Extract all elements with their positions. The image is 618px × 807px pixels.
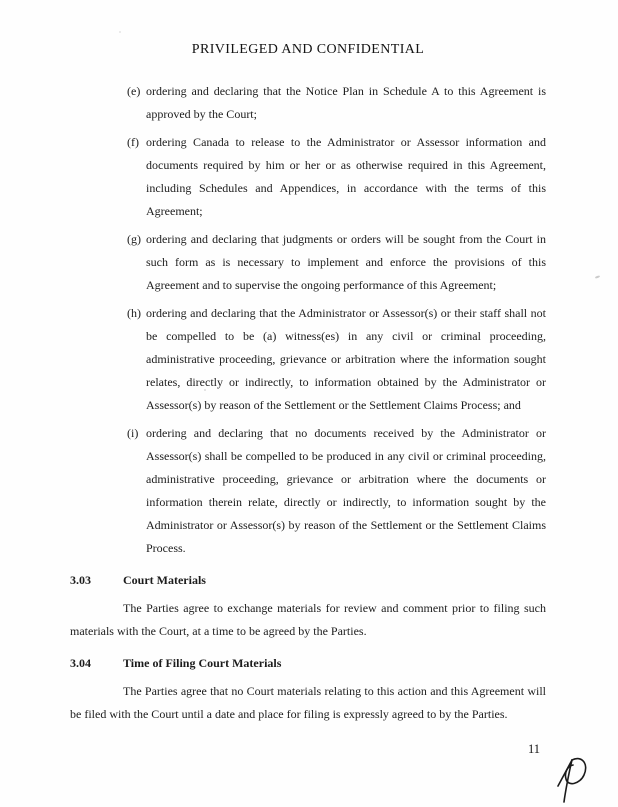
clause-marker: (h): [127, 306, 141, 320]
section-heading: [70, 652, 546, 675]
section-number: 3.04: [70, 656, 91, 670]
clause-marker: (i): [127, 426, 139, 440]
section-paragraph: The Parties agree that no Court materials relating to this action and this Agreement will be filed with the Court until a date and place for filing is expressly agreed to by the Parties.: [70, 684, 546, 721]
list-item: [127, 422, 546, 560]
clause-marker: (e): [127, 84, 141, 98]
list-item: [127, 131, 546, 223]
section-heading: [70, 569, 546, 592]
clause-list: [70, 80, 546, 560]
section-3-03: [70, 569, 546, 643]
scan-speck: [204, 389, 206, 391]
clause-marker: (f): [127, 135, 139, 149]
list-item: [127, 228, 546, 297]
section-title: Court Materials: [123, 573, 206, 587]
clause-text: ordering Canada to release to the Administrator or Assessor information and documents required by him or her or as otherwise required in this Agreement, including Schedules and Appendices, in accordance with the terms of this Agreement;: [146, 135, 546, 218]
scan-speck: [595, 275, 600, 279]
clause-text: ordering and declaring that the Notice Plan in Schedule A to this Agreement is approved by the Court;: [146, 84, 546, 121]
clause-marker: (g): [127, 232, 141, 246]
scan-speck: [119, 31, 121, 33]
page-title: PRIVILEGED AND CONFIDENTIAL: [191, 42, 425, 57]
section-number: 3.03: [70, 573, 91, 587]
handwritten-initials-icon: [553, 754, 593, 804]
clause-text: ordering and declaring that no documents received by the Administrator or Assessor(s) shall be compelled to be produced in any civil or criminal proceeding, administrative proceeding, grievance or arbitration where the documents or information therein relate, directly or indirectly, to information sought by the Administrator or Assessor(s) by reason of the Settlement or the Settlement Claims Process.: [146, 426, 546, 555]
page-content: [70, 0, 546, 726]
page-number: 11: [528, 742, 541, 756]
clause-text: ordering and declaring that judgments or orders will be sought from the Court in such form as is necessary to implement and enforce the provisions of this Agreement and to supervise the ongoing performance of this Agreement;: [146, 232, 546, 292]
section-paragraph: The Parties agree to exchange materials for review and comment prior to filing such materials with the Court, at a time to be agreed by the Parties.: [70, 601, 546, 638]
clause-text: ordering and declaring that the Administrator or Assessor(s) or their staff shall not be compelled to be (a) witness(es) in any civil or criminal proceeding, administrative proceeding, grievance or arbitration where the information sought relates, directly or indirectly, to information obtained by the Administrator or Assessor(s) by reason of the Settlement or the Settlement Claims Process; and: [146, 306, 546, 412]
list-item: [127, 302, 546, 417]
section-title: Time of Filing Court Materials: [123, 656, 282, 670]
section-3-04: [70, 652, 546, 726]
list-item: [127, 80, 546, 126]
